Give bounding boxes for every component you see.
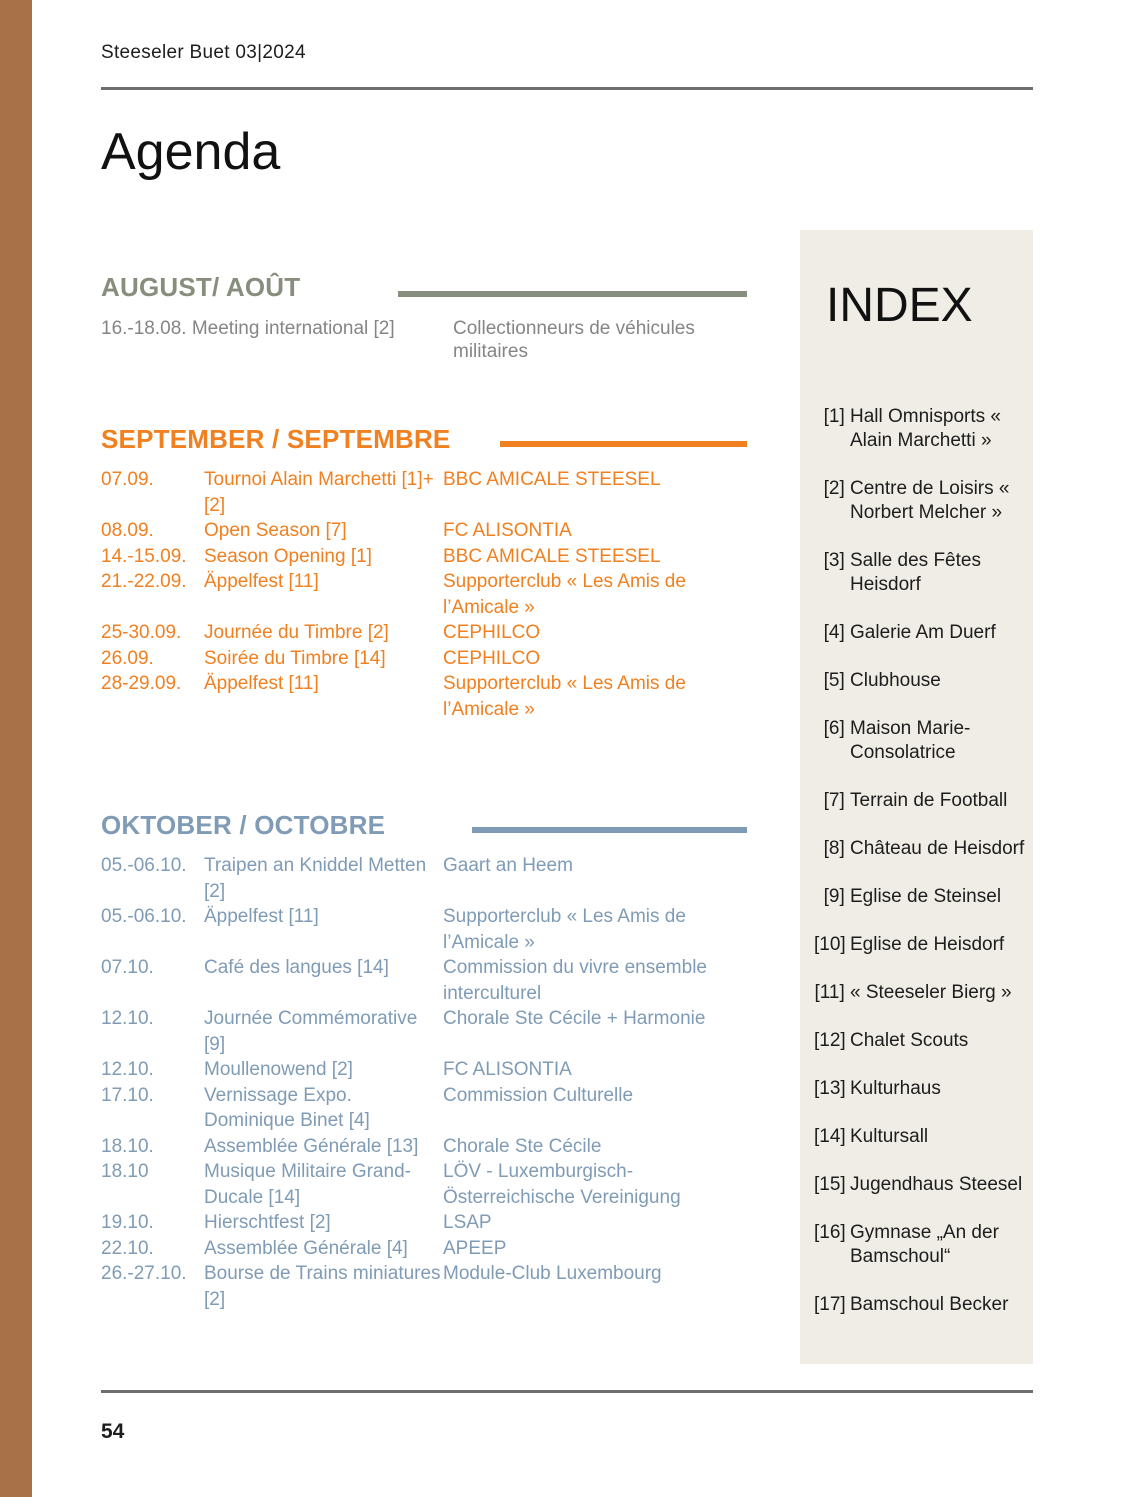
event-title: Äppelfest [11]: [204, 906, 319, 927]
index-number: [4]: [823, 622, 850, 643]
index-venue: Kultursall: [850, 1126, 929, 1147]
index-venue: Galerie Am Duerf: [850, 622, 996, 643]
index-venue: Terrain de Football: [850, 790, 1008, 811]
event-date: 05.-06.10.: [101, 906, 187, 927]
index-number: [2]: [823, 478, 850, 499]
event-title: Journée du Timbre [2]: [204, 622, 389, 643]
index-item: [814, 1077, 1029, 1101]
index-number: [3]: [823, 550, 850, 571]
event-row: [101, 646, 751, 672]
section-heading: OKTOBER / OCTOBRE: [101, 810, 386, 840]
event-title: Vernissage Expo. Dominique Binet [4]: [204, 1084, 370, 1131]
event-date: 18.10: [101, 1161, 149, 1182]
section-heading: SEPTEMBER / SEPTEMBRE: [101, 424, 451, 454]
index-number: [14]: [814, 1126, 851, 1147]
index-list: [814, 405, 1029, 1341]
event-title: Open Season [7]: [204, 520, 347, 541]
event-date: 21.-22.09.: [101, 571, 187, 592]
event-title: Hierschtfest [2]: [204, 1212, 331, 1233]
event-date: 22.10.: [101, 1237, 154, 1259]
index-item: [814, 621, 1029, 645]
event-title: Moullenowend [2]: [204, 1059, 353, 1080]
event-date: 07.10.: [101, 957, 154, 978]
event-date: 17.10.: [101, 1084, 154, 1106]
page-title: Agenda: [101, 123, 281, 181]
index-venue: Eglise de Heisdorf: [850, 934, 1005, 955]
event-row: [101, 853, 751, 904]
event-organizer: LÖV - Luxemburgisch-Österreichische Vereinigung: [443, 1161, 681, 1208]
event-title: Traipen an Kniddel Metten [2]: [204, 855, 427, 902]
index-number: [8]: [823, 838, 850, 859]
index-item: [814, 1029, 1029, 1053]
event-organizer: FC ALISONTIA: [443, 1059, 572, 1080]
event-organizer: Collectionneurs de véhicules militaires: [453, 318, 695, 362]
page-number: 54: [101, 1420, 125, 1443]
index-venue: Centre de Loisirs « Norbert Melcher »: [850, 478, 1010, 523]
event-organizer: CEPHILCO: [443, 622, 541, 643]
section-heading-row: [101, 272, 751, 308]
event-date: 07.09.: [101, 469, 154, 490]
index-number: [11]: [814, 982, 850, 1003]
index-item: [814, 549, 1029, 597]
event-row: [101, 544, 751, 570]
event-row: [101, 317, 751, 363]
index-number: [15]: [814, 1174, 851, 1195]
event-row: [101, 569, 751, 620]
section-oktober: [101, 810, 751, 1312]
event-date: 19.10.: [101, 1212, 154, 1233]
event-when: 16.-18.08. Meeting international [2]: [101, 318, 395, 339]
event-title: Season Opening [1]: [204, 545, 372, 567]
index-title: INDEX: [826, 279, 973, 332]
index-item: [814, 1173, 1029, 1197]
event-title: Tournoi Alain Marchetti [1]+[2]: [204, 469, 434, 516]
section-divider-bar: [472, 827, 747, 833]
event-title: Journée Commémorative [9]: [204, 1008, 418, 1055]
event-organizer: Supporterclub « Les Amis de l’Amicale »: [443, 906, 686, 953]
index-venue: « Steeseler Bierg »: [850, 982, 1012, 1003]
event-title: Assemblée Générale [13]: [204, 1135, 419, 1157]
section-heading: AUGUST/ AOÛT: [101, 272, 301, 302]
footer-rule: [101, 1390, 1033, 1393]
index-number: [7]: [823, 790, 850, 811]
event-title: Café des langues [14]: [204, 957, 389, 978]
index-item: [814, 669, 1029, 693]
header-rule: [101, 87, 1033, 90]
section-heading-row: [101, 424, 751, 460]
event-date: 05.-06.10.: [101, 855, 187, 876]
index-item: [814, 717, 1029, 765]
section-divider-bar: [500, 441, 747, 447]
event-row: [101, 1057, 751, 1083]
index-item: [814, 933, 1029, 957]
index-item: [814, 477, 1029, 525]
event-row: [101, 620, 751, 646]
event-organizer: Supporterclub « Les Amis de l’Amicale »: [443, 673, 686, 720]
event-organizer: Commission du vivre ensemble interculturel: [443, 957, 707, 1004]
index-venue: Eglise de Steinsel: [850, 886, 1002, 907]
index-number: [1]: [823, 406, 850, 427]
event-organizer: Chorale Ste Cécile + Harmonie: [443, 1008, 706, 1029]
section-divider-bar: [398, 291, 747, 297]
index-number: [17]: [814, 1294, 851, 1315]
index-number: [5]: [823, 670, 850, 691]
event-row: [101, 1210, 751, 1236]
index-item: [814, 1125, 1029, 1149]
index-item: [814, 981, 1029, 1005]
index-item: [814, 789, 1029, 813]
event-row: [101, 671, 751, 722]
event-organizer: BBC AMICALE STEESEL: [443, 545, 661, 567]
event-organizer: LSAP: [443, 1212, 492, 1233]
index-number: [13]: [814, 1078, 851, 1099]
event-row: [101, 1134, 751, 1160]
index-item: [814, 1221, 1029, 1269]
event-row: [101, 1261, 751, 1312]
index-venue: Salle des Fêtes Heisdorf: [850, 550, 981, 595]
section-heading-row: [101, 810, 751, 846]
event-date: 28-29.09.: [101, 673, 182, 694]
index-item: [814, 885, 1029, 909]
index-venue: Chalet Scouts: [850, 1030, 969, 1051]
index-number: [10]: [814, 934, 851, 955]
event-date: 12.10.: [101, 1008, 154, 1029]
index-number: [12]: [814, 1030, 851, 1051]
event-row: [101, 1159, 751, 1210]
event-organizer: Chorale Ste Cécile: [443, 1135, 602, 1157]
event-date: 12.10.: [101, 1059, 154, 1080]
event-title: Musique Militaire Grand-Ducale [14]: [204, 1161, 411, 1208]
event-title: Bourse de Trains miniatures [2]: [204, 1263, 441, 1310]
event-title: Äppelfest [11]: [204, 673, 319, 694]
index-venue: Hall Omnisports « Alain Marchetti »: [850, 406, 1001, 451]
event-title: Assemblée Générale [4]: [204, 1237, 408, 1259]
event-organizer: Supporterclub « Les Amis de l’Amicale »: [443, 571, 686, 618]
event-list: [101, 467, 751, 722]
index-panel: [800, 230, 1033, 1364]
index-venue: Kulturhaus: [850, 1078, 941, 1099]
event-date: 08.09.: [101, 520, 154, 541]
section-august: [101, 272, 751, 363]
index-item: [814, 1293, 1029, 1317]
event-organizer: BBC AMICALE STEESEL: [443, 469, 661, 490]
event-row: [101, 1083, 751, 1134]
event-row: [101, 1236, 751, 1262]
event-row: [101, 467, 751, 518]
index-number: [9]: [823, 886, 850, 907]
event-title: Äppelfest [11]: [204, 571, 319, 592]
index-item: [814, 405, 1029, 453]
event-organizer: Gaart an Heem: [443, 855, 573, 876]
event-organizer: Module-Club Luxembourg: [443, 1263, 662, 1284]
event-date: 26.09.: [101, 647, 154, 669]
event-organizer: Commission Culturelle: [443, 1084, 634, 1106]
event-date: 26.-27.10.: [101, 1263, 187, 1284]
event-row: [101, 955, 751, 1006]
event-row: [101, 904, 751, 955]
index-venue: Maison Marie-Consolatrice: [850, 718, 971, 763]
event-row: [101, 1006, 751, 1057]
section-september: [101, 424, 751, 722]
index-venue: Château de Heisdorf: [850, 838, 1025, 859]
index-number: [16]: [814, 1222, 851, 1243]
event-organizer: APEEP: [443, 1237, 507, 1259]
index-venue: Clubhouse: [850, 670, 941, 691]
index-venue: Gymnase „An der Bamschoul“: [850, 1222, 999, 1267]
index-number: [6]: [823, 718, 850, 739]
event-date: 14.-15.09.: [101, 545, 187, 567]
index-item: [814, 837, 1029, 861]
index-venue: Jugendhaus Steesel: [850, 1174, 1023, 1195]
event-title: Soirée du Timbre [14]: [204, 647, 386, 669]
event-organizer: FC ALISONTIA: [443, 520, 572, 541]
event-date: 25-30.09.: [101, 622, 182, 643]
event-row: [101, 518, 751, 544]
event-list: [101, 853, 751, 1312]
margin-color-strip: [0, 0, 32, 1497]
publication-header: Steeseler Buet 03|2024: [101, 42, 306, 63]
event-date: 18.10.: [101, 1135, 154, 1157]
event-organizer: CEPHILCO: [443, 647, 541, 669]
index-venue: Bamschoul Becker: [850, 1294, 1009, 1315]
